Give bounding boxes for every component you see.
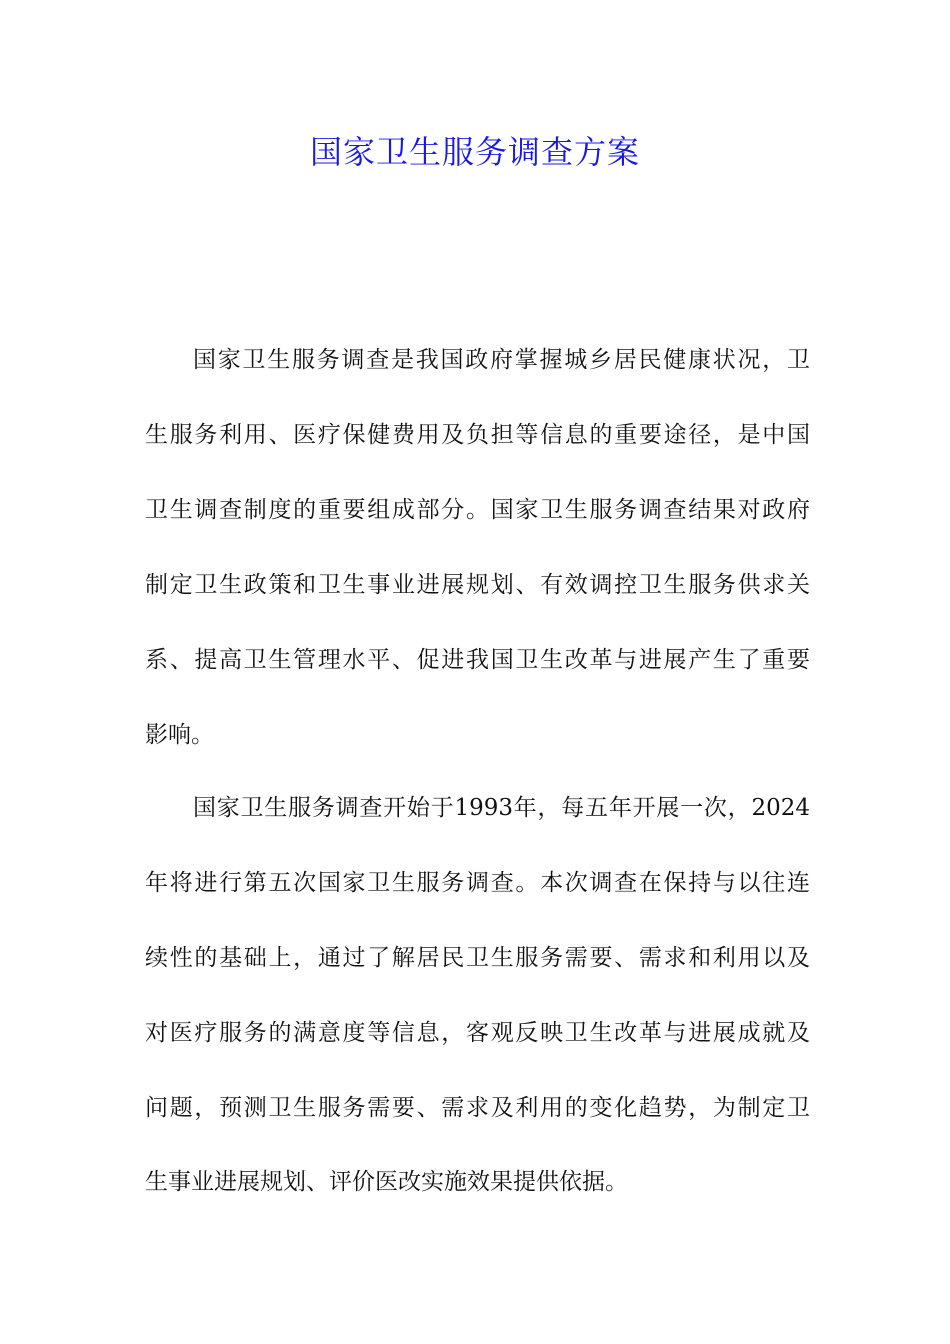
document-title: 国家卫生服务调查方案 bbox=[309, 133, 640, 171]
paragraph-line: 生服务利用、医疗保健费用及负担等信息的重要途径，是中国 bbox=[145, 422, 810, 448]
paragraph-line: 影响。 bbox=[145, 722, 214, 748]
paragraph-line: 问题，预测卫生服务需要、需求及利用的变化趋势，为制定卫 bbox=[145, 1095, 810, 1121]
paragraph-line: 制定卫生政策和卫生事业进展规划、有效调控卫生服务供求关 bbox=[145, 572, 810, 598]
paragraph-line: 年将进行第五次国家卫生服务调查。本次调查在保持与以往连 bbox=[145, 870, 810, 896]
paragraph-line: 续性的基础上，通过了解居民卫生服务需要、需求和利用以及 bbox=[145, 945, 810, 971]
paragraph-line: 卫生调查制度的重要组成部分。国家卫生服务调查结果对政府 bbox=[145, 497, 810, 523]
paragraph-line: 对医疗服务的满意度等信息，客观反映卫生改革与进展成就及 bbox=[145, 1020, 810, 1046]
paragraph-line: 系、提高卫生管理水平、促进我国卫生改革与进展产生了重要 bbox=[145, 647, 810, 673]
paragraph-line: 生事业进展规划、评价医改实施效果提供依据。 bbox=[145, 1169, 628, 1195]
paragraph-line: 国家卫生服务调查是我国政府掌握城乡居民健康状况，卫 bbox=[193, 347, 810, 373]
paragraph-line: 国家卫生服务调查开始于1993年，每五年开展一次，2024 bbox=[193, 795, 810, 821]
